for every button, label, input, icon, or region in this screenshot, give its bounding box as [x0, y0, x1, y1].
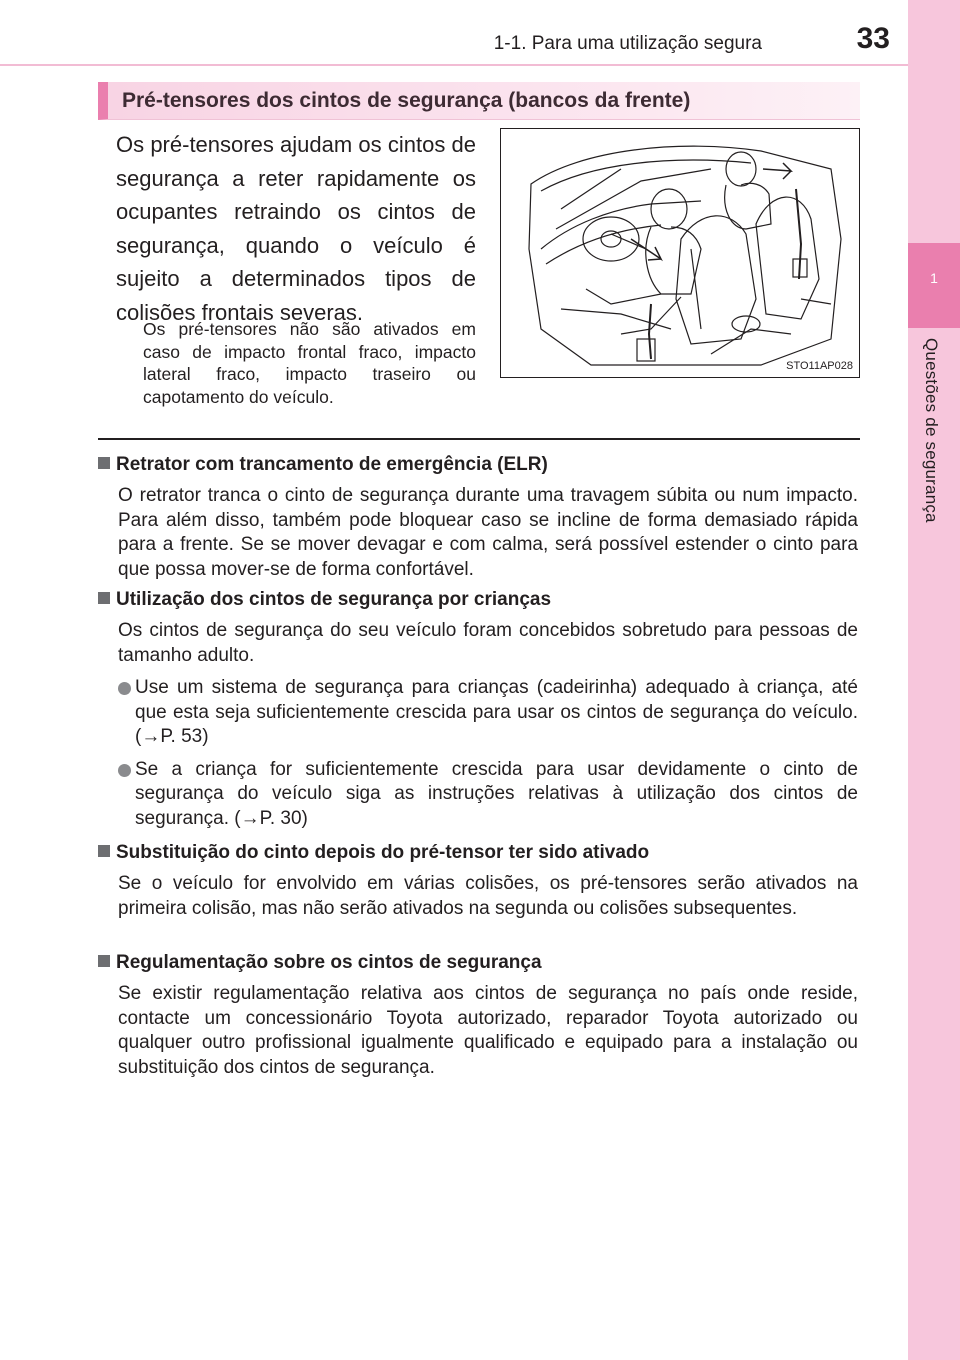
square-bullet-icon [98, 955, 110, 967]
block-title: Substituição do cinto depois do pré-tensor ter sido ativado [98, 840, 858, 866]
block-text: Os cintos de segurança do seu veículo foram concebidos sobretudo para pessoas de tamanho adulto. [118, 620, 858, 666]
chapter-number: 1 [930, 270, 938, 286]
page-header [0, 0, 908, 66]
intro-paragraph: Os pré-tensores ajudam os cintos de segurança a reter rapidamente os ocupantes retraindo os cintos de segurança, quando o veículo é sujeito a determinados tipos de colisões frontais severas. [116, 132, 476, 325]
block-title: Retrator com trancamento de emergência (ELR) [98, 452, 858, 478]
section-heading [98, 82, 860, 120]
block-title: Regulamentação sobre os cintos de segurança [98, 950, 858, 976]
header-section-title: 1-1. Para uma utilização segura [493, 33, 762, 54]
pretensioner-illustration [500, 128, 860, 378]
block-children [98, 587, 858, 831]
block-replacement [98, 840, 858, 921]
intro-note: Os pré-tensores não são ativados em caso de impacto frontal fraco, impacto lateral fraco, impacto traseiro ou capotamento do veículo. [143, 319, 476, 407]
list-item: Use um sistema de segurança para crianças (cadeirinha) adequado à criança, até que esta seja suficientemente crescida para usar os cintos de segurança do veículo. (→P. 53) [118, 676, 858, 750]
block-elr [98, 452, 858, 582]
header-rule [0, 64, 908, 66]
section-divider [98, 438, 860, 440]
block-title: Utilização dos cintos de segurança por crianças [98, 587, 858, 613]
square-bullet-icon [98, 845, 110, 857]
square-bullet-icon [98, 592, 110, 604]
block-text: O retrator tranca o cinto de segurança durante uma travagem súbita ou num impacto. Para além disso, também pode bloquear caso se incline de forma demasiado rápida para a frente. Se se mover devagar e com calma, será possível estender o cinto para que possa mover-se de forma confortável. [118, 485, 858, 580]
list-item: Se a criança for suficientemente crescida para usar devidamente o cinto de segurança do veículo siga as instruções relativas à utilização dos cintos de segurança. (→P. 30) [118, 758, 858, 832]
car-interior-drawing [501, 129, 858, 376]
section-heading-text: Pré-tensores dos cintos de segurança (bancos da frente) [122, 89, 691, 112]
block-regulations [98, 950, 858, 1080]
block-text: Se o veículo for envolvido em várias colisões, os pré-tensores serão ativados na primeira colisão, mas não serão ativados na segunda ou colisões subsequentes. [118, 873, 858, 919]
square-bullet-icon [98, 457, 110, 469]
round-bullet-icon [118, 682, 131, 695]
illustration-code: STO11AP028 [786, 360, 853, 372]
chapter-side-tab [908, 0, 960, 1360]
round-bullet-icon [118, 764, 131, 777]
chapter-label: Questões de segurança [922, 338, 941, 523]
block-text: Se existir regulamentação relativa aos cintos de segurança no país onde reside, contacte um concessionário Toyota autorizado, reparador Toyota autorizado ou qualquer outro profissional igualmente qualificado e equipado para a instalação ou substituição dos cintos de segurança. [118, 983, 858, 1078]
page-number: 33 [856, 22, 890, 55]
